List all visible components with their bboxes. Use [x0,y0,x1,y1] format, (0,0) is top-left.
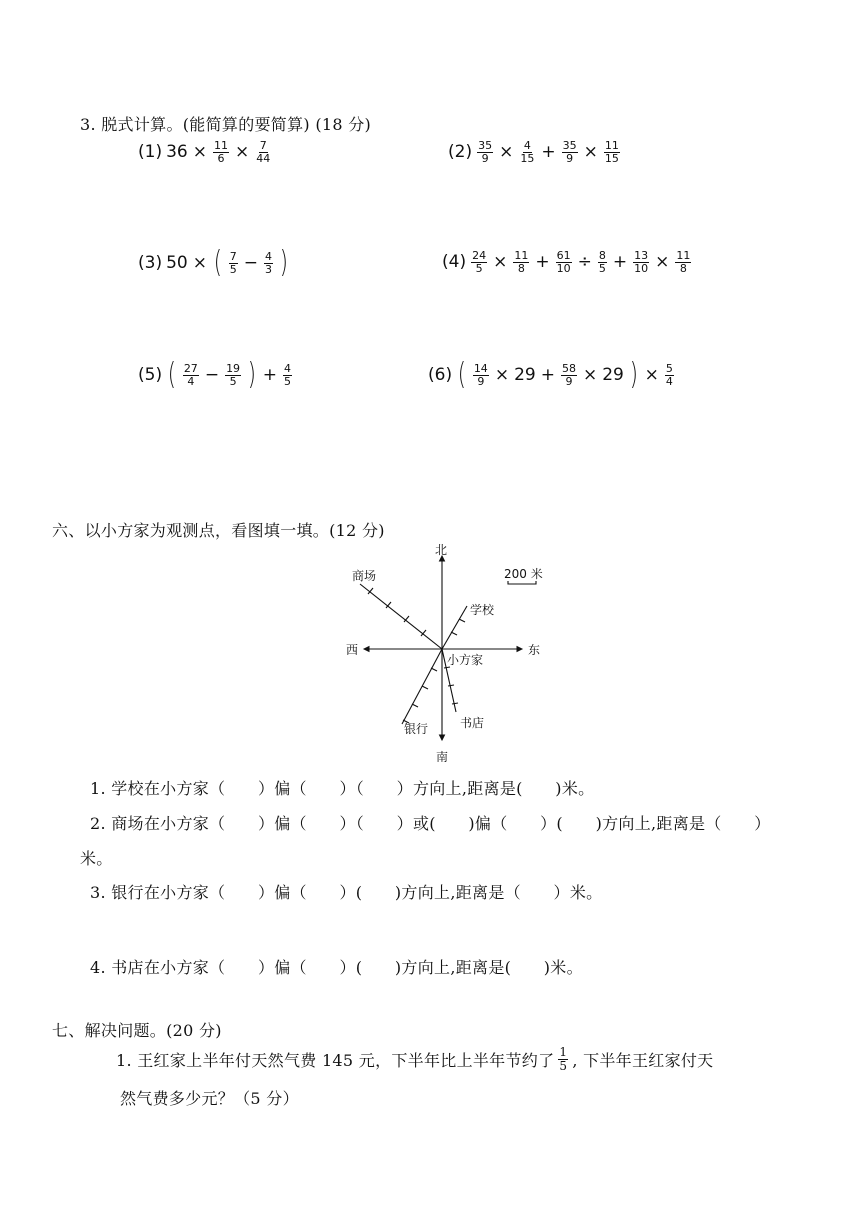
school-label: 学校 [470,603,495,617]
problem-4 [442,250,692,274]
left-paren: ( [167,357,177,392]
fraction: $\frac{4}{5}$ [284,361,292,388]
fraction: $\frac{11}{15}$ [604,139,619,165]
fraction: $\frac{11}{8}$ [514,249,529,275]
fraction: $\frac{11}{6}$ [213,139,228,165]
fraction: $\frac{19}{5}$ [226,361,241,388]
fraction: $\frac{14}{9}$ [473,361,488,388]
operator: + [262,365,278,385]
problem-6 [428,357,675,392]
problem-label: (6) [428,365,453,385]
right-paren: ) [629,357,638,392]
fraction: $\frac{4}{3}$ [264,249,272,276]
bank-label: 银行 [404,722,429,736]
problem-label: (2) [448,142,473,163]
west-label: 西 [346,643,359,657]
fraction: $\frac{7}{5}$ [229,249,237,276]
fraction: $\frac{35}{9}$ [562,139,577,165]
center-label: 小方家 [447,653,484,667]
scale-bar [508,581,536,584]
right-paren: ) [247,357,257,392]
operator: + [612,252,628,273]
fraction: $\frac{35}{9}$ [478,139,493,165]
fraction: $\frac{1}{5}$ [559,1045,568,1073]
north-label: 北 [435,543,448,557]
operator: × [655,252,670,273]
question-6-3: 3. 银行在小方家（ ）偏（ ）( )方向上,距离是（ ）米。 [90,883,603,902]
left-paren: ( [457,357,467,392]
operator: × [582,365,598,385]
question-6-2: 2. 商场在小方家（ ）偏（ ）（ ）或( )偏（ ）( )方向上,距离是（ ） [90,814,771,833]
operator: + [535,252,550,273]
operator: × [644,365,659,385]
problem-label: (5) [138,365,163,385]
operator: × [192,142,207,163]
section7-title: 七、解决问题。(20 分) [52,1021,222,1040]
operator: × [499,142,514,163]
number: 50 [166,253,188,273]
operator: × [493,252,508,273]
number: 29 [602,365,624,385]
question-text: , 下半年王红家付天 [572,1050,714,1070]
question-6-2-cont: 米。 [80,849,113,868]
question-7-1-cont: 然气费多少元？（5 分） [120,1089,299,1108]
operator: − [243,253,258,273]
operator: − [204,365,220,385]
number: 36 [166,142,188,163]
south-label: 南 [436,750,449,764]
fraction: $\frac{24}{5}$ [472,249,487,275]
operator: + [541,142,556,163]
operator: × [583,142,598,163]
fraction: $\frac{8}{5}$ [598,249,606,275]
direction-diagram [330,540,560,765]
fraction: $\frac{11}{8}$ [676,249,691,275]
question-6-1: 1. 学校在小方家（ ）偏（ ）（ ）方向上,距离是( )米。 [90,779,595,798]
section6-title: 六、以小方家为观测点，看图填一填。(12 分) [52,521,385,540]
question-7-1 [116,1046,714,1072]
problem-1 [138,140,272,164]
mall-label: 商场 [352,569,377,583]
number: 29 [514,365,536,385]
scale-label: 200 米 [504,567,543,581]
fraction: $\frac{5}{4}$ [665,361,673,388]
school-line [442,606,467,649]
fraction: $\frac{4}{15}$ [520,139,535,165]
fraction: $\frac{58}{9}$ [561,361,576,388]
east-label: 东 [528,643,541,657]
operator: × [494,365,510,385]
fraction: $\frac{7}{44}$ [256,139,271,165]
right-paren: ) [279,245,288,280]
question-text: 1. 王红家上半年付天然气费 145 元，下半年比上半年节约了 [116,1050,555,1070]
mall-line [360,584,442,649]
section3-title: 3. 脱式计算。(能简算的要简算) (18 分) [80,115,372,134]
problem-3 [138,245,290,280]
fraction: $\frac{13}{10}$ [634,249,649,275]
bookstore-label: 书店 [460,716,485,730]
problem-2 [448,140,621,164]
problem-label: (4) [442,252,467,273]
problem-label: (1) [138,142,163,163]
operator: × [192,253,207,273]
problem-5 [138,357,293,392]
fraction: $\frac{27}{4}$ [183,361,198,388]
left-paren: ( [213,245,222,280]
fraction: $\frac{61}{10}$ [556,249,571,275]
operator: ÷ [577,252,592,273]
question-6-4: 4. 书店在小方家（ ）偏（ ）( )方向上,距离是( )米。 [90,958,583,977]
operator: + [540,365,555,385]
problem-label: (3) [138,253,163,273]
operator: × [234,142,250,163]
